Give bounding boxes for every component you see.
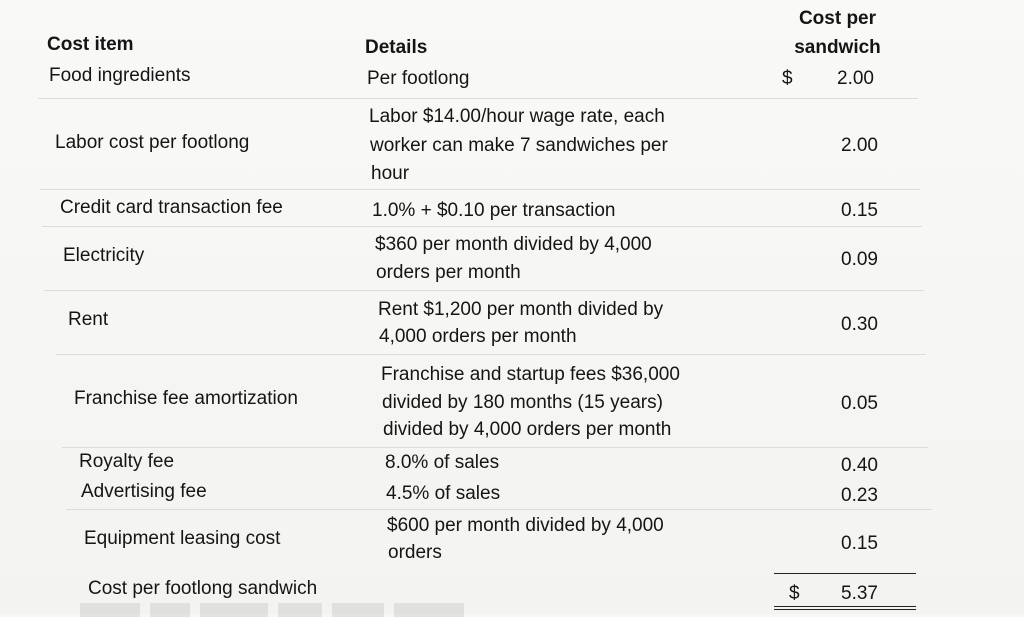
- header-cost-item: Cost item: [47, 34, 134, 55]
- detail-labor-line3: hour: [371, 163, 410, 184]
- total-dollar-sign: $: [789, 583, 800, 604]
- row-divider: [56, 354, 926, 355]
- item-credit-card-fee: Credit card transaction fee: [60, 197, 283, 218]
- item-royalty-fee: Royalty fee: [79, 451, 175, 472]
- detail-advertising-fee: 4.5% of sales: [386, 483, 501, 504]
- row-divider: [38, 98, 918, 99]
- row-divider: [62, 447, 928, 448]
- total-top-rule: [774, 573, 916, 574]
- row-divider: [44, 290, 924, 291]
- detail-equipment-line2: orders: [388, 542, 442, 563]
- cropped-text-fragment: [80, 603, 500, 617]
- cost-electricity: 0.09: [841, 249, 878, 270]
- item-food-ingredients: Food ingredients: [49, 65, 191, 86]
- row-divider: [42, 226, 922, 227]
- detail-royalty-fee: 8.0% of sales: [385, 452, 500, 473]
- detail-franchise-line2: divided by 180 months (15 years): [382, 392, 663, 413]
- cost-rent: 0.30: [841, 314, 878, 335]
- total-double-rule-2: [774, 609, 916, 610]
- detail-labor-line2: worker can make 7 sandwiches per: [370, 135, 668, 156]
- detail-electricity-line2: orders per month: [376, 262, 521, 283]
- detail-credit-card-fee: 1.0% + $0.10 per transaction: [372, 200, 616, 221]
- total-double-rule-1: [774, 606, 916, 607]
- cost-royalty-fee: 0.40: [841, 455, 878, 476]
- detail-electricity-line1: $360 per month divided by 4,000: [375, 234, 652, 255]
- detail-franchise-line1: Franchise and startup fees $36,000: [381, 364, 680, 385]
- item-franchise-fee-amortization: Franchise fee amortization: [74, 388, 298, 409]
- total-cost: 5.37: [841, 583, 878, 604]
- item-labor-cost: Labor cost per footlong: [55, 132, 250, 153]
- cost-equipment-leasing: 0.15: [841, 533, 878, 554]
- item-electricity: Electricity: [63, 245, 145, 266]
- item-equipment-leasing-cost: Equipment leasing cost: [84, 528, 281, 549]
- cost-labor: 2.00: [841, 135, 878, 156]
- detail-rent-line2: 4,000 orders per month: [379, 326, 577, 347]
- item-rent: Rent: [68, 309, 109, 330]
- header-details: Details: [365, 37, 428, 58]
- detail-rent-line1: Rent $1,200 per month divided by: [378, 299, 664, 320]
- header-cost-per-line1: Cost per: [798, 8, 877, 29]
- cost-food-ingredients: 2.00: [837, 68, 874, 89]
- item-advertising-fee: Advertising fee: [81, 481, 207, 502]
- row-divider: [66, 509, 932, 510]
- header-cost-per-line2: sandwich: [794, 37, 881, 58]
- total-label: Cost per footlong sandwich: [88, 578, 318, 599]
- cost-advertising-fee: 0.23: [841, 485, 878, 506]
- detail-franchise-line3: divided by 4,000 orders per month: [383, 419, 672, 440]
- cost-franchise-fee-amortization: 0.05: [841, 393, 878, 414]
- dollar-sign-first: $: [782, 68, 793, 89]
- detail-equipment-line1: $600 per month divided by 4,000: [387, 515, 664, 536]
- detail-food-ingredients: Per footlong: [367, 68, 470, 89]
- row-divider: [40, 189, 920, 190]
- detail-labor-line1: Labor $14.00/hour wage rate, each: [369, 106, 665, 127]
- cost-credit-card-fee: 0.15: [841, 200, 878, 221]
